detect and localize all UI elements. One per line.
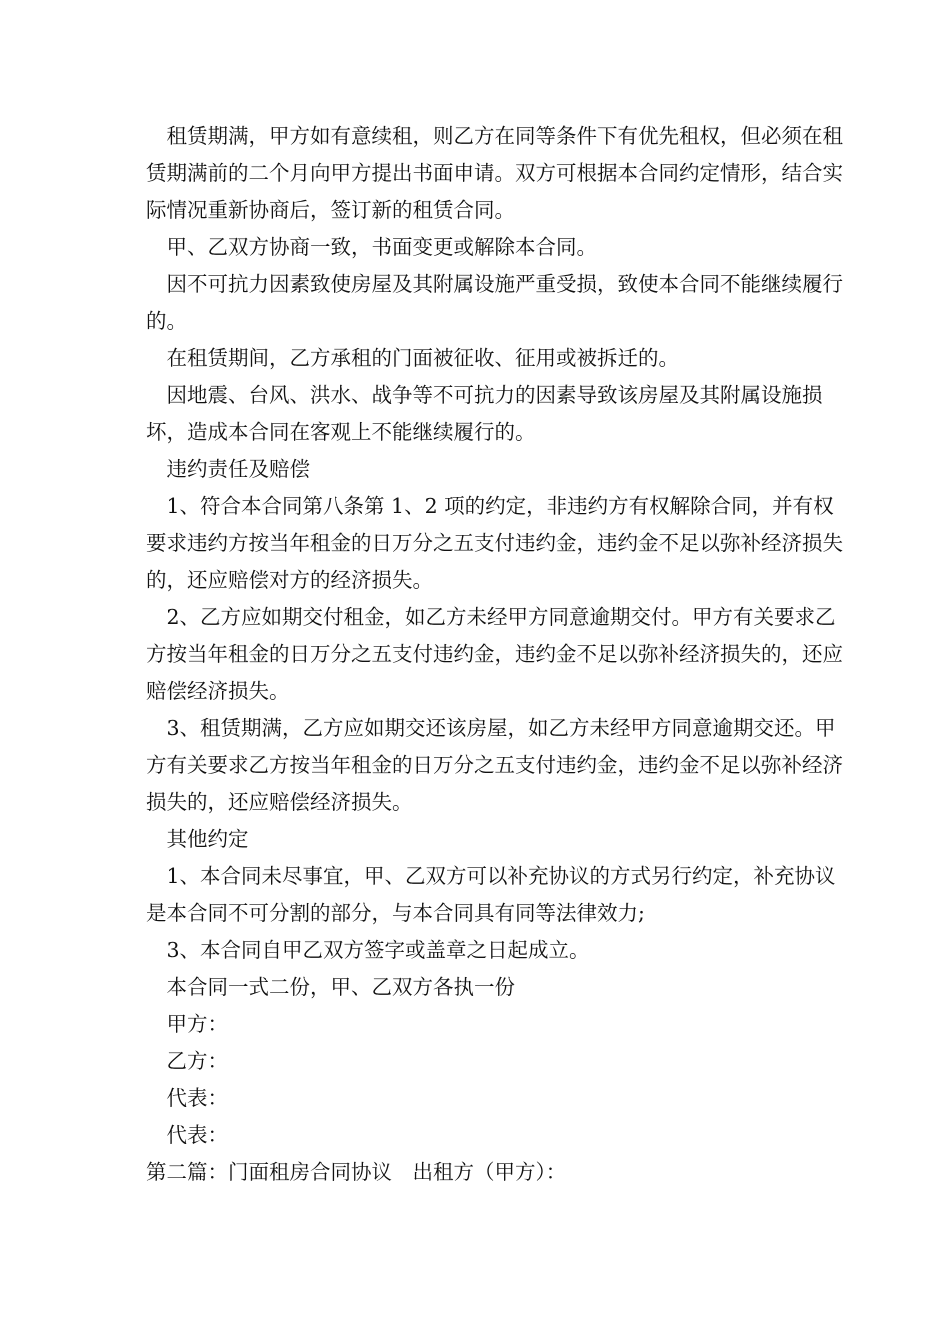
paragraph-other-clause-3: 3、本合同自甲乙双方签字或盖章之日起成立。	[166, 938, 590, 962]
paragraph-breach-clause-2: 2、乙方应如期交付租金，如乙方未经甲方同意逾期交付。甲方有关要求乙方按当年租金的日万分之五支付违约金，违约金不足以弥补经济损失的，还应赔偿经济损失。	[146, 605, 843, 703]
paragraph-natural-disaster: 因地震、台风、洪水、战争等不可抗力的因素导致该房屋及其附属设施损坏，造成本合同在客观上不能继续履行的。	[146, 383, 823, 444]
paragraph-other-clause-1: 1、本合同未尽事宜，甲、乙双方可以补充协议的方式另行约定，补充协议是本合同不可分割的部分，与本合同具有同等法律效力;	[146, 864, 836, 925]
closing-heading: 第二篇：门面租房合同协议 出租方（甲方）：	[146, 1160, 567, 1184]
paragraph-lease-renewal: 租赁期满，甲方如有意续租，则乙方在同等条件下有优先租权，但必须在租赁期满前的二个月向甲方提出书面申请。双方可根据本合同约定情形，结合实际情况重新协商后，签订新的租赁合同。	[146, 124, 843, 222]
paragraph-mutual-termination: 甲、乙双方协商一致，书面变更或解除本合同。	[166, 235, 597, 259]
signature-party-a: 甲方：	[166, 1012, 228, 1036]
paragraph-copies: 本合同一式二份，甲、乙双方各执一份	[166, 975, 515, 999]
section-heading-other: 其他约定	[166, 827, 249, 851]
paragraph-force-majeure-damage: 因不可抗力因素致使房屋及其附属设施严重受损，致使本合同不能继续履行的。	[146, 272, 843, 333]
paragraph-breach-clause-3: 3、租赁期满，乙方应如期交还该房屋，如乙方未经甲方同意逾期交还。甲方有关要求乙方按当年租金的日万分之五支付违约金，违约金不足以弥补经济损失的，还应赔偿经济损失。	[146, 716, 843, 814]
paragraph-breach-clause-1: 1、符合本合同第八条第 1、2 项的约定，非违约方有权解除合同，并有权要求违约方按当年租金的日万分之五支付违约金，违约金不足以弥补经济损失的，还应赔偿对方的经济损失。	[146, 494, 843, 592]
signature-party-b: 乙方：	[166, 1049, 228, 1073]
document-body	[146, 118, 846, 1191]
signature-representative-b: 代表：	[166, 1123, 228, 1147]
paragraph-expropriation: 在租赁期间，乙方承租的门面被征收、征用或被拆迁的。	[166, 346, 679, 370]
section-heading-breach: 违约责任及赔偿	[166, 457, 310, 481]
signature-representative-a: 代表：	[166, 1086, 228, 1110]
